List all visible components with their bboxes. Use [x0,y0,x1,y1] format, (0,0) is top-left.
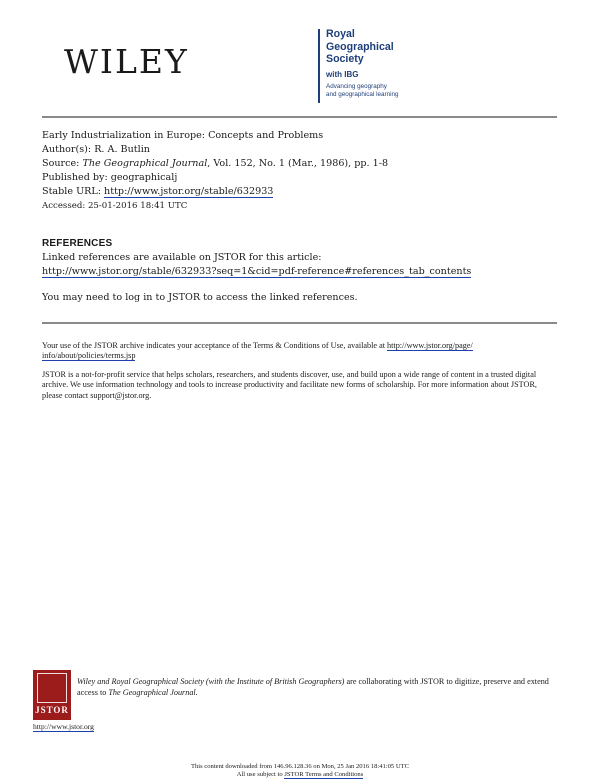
jstor-logo-text: JSTOR [35,705,69,715]
collaboration-statement [77,676,562,698]
article-title: Early Industrialization in Europe: Concepts and Problems [42,130,324,141]
collab-journal: The Geographical Journal. [108,688,198,697]
source-label: Source: [42,158,83,169]
article-stable-url [42,185,388,199]
terms-link[interactable]: http://www.jstor.org/page/ [387,341,473,350]
jstor-logo[interactable] [33,670,71,720]
use-terms-line [0,771,600,779]
rgs-logo-line: Geographical [326,40,394,53]
jstor-terms-link[interactable]: JSTOR Terms and Conditions [284,770,364,778]
references-intro: Linked references are available on JSTOR for this article: [42,252,322,263]
article-authors: Author(s): R. A. Butlin [42,144,150,155]
jstor-home-link[interactable]: http://www.jstor.org [33,722,94,731]
rgs-logo-bar [318,29,320,103]
article-accessed: Accessed: 25-01-2016 18:41 UTC [42,201,188,211]
references-divider [42,322,557,324]
rgs-tagline [326,83,398,98]
jstor-logo-emblem [37,673,67,703]
login-note: You may need to log in to JSTOR to access the linked references. [42,292,358,303]
download-footer [0,763,600,778]
journal-name: The Geographical Journal [82,158,208,169]
stable-url-label: Stable URL: [42,186,105,197]
collab-partners: Wiley and Royal Geographical Society (with the Institute of British Geographers) [77,677,345,686]
download-info: This content downloaded from 146.96.128.36 on Mon, 25 Jan 2016 18:41:05 UTC [190,763,410,770]
rgs-logo-line: Society [326,53,364,65]
references-section [42,237,471,279]
terms-paragraph [42,341,557,362]
jstor-about-paragraph: JSTOR is a not-for-profit service that helps scholars, researchers, and students discover, use, and build upon a wide range of content in a trusted digital archive. We use information technology and tools to increase productivity and facilitate new forms of scholarship. For more information about JSTOR, please contact support@jstor.org. [42,369,537,400]
article-publisher: Published by: geographicalj [42,172,178,183]
rgs-tagline-line: and geographical learning [326,90,399,98]
wiley-logo: WILEY [64,42,189,81]
terms-text: Your use of the JSTOR archive indicates your acceptance of the Terms & Conditions of Use, available at [42,341,388,350]
header-divider [42,116,557,118]
use-terms-prefix: All use subject to [236,770,285,778]
collab-text: are collaborating with JSTOR to digitize, preserve and extend access to [77,677,549,697]
terms-section [42,341,557,409]
rgs-logo [326,28,394,66]
references-heading: REFERENCES [42,238,113,249]
rgs-tagline-line: Advancing geography [326,83,387,90]
references-link[interactable]: http://www.jstor.org/stable/632933?seq=1&cid=pdf-reference#references_tab_contents [42,266,472,277]
terms-link-cont[interactable]: info/about/policies/terms.jsp [42,351,136,361]
stable-url-link[interactable]: http://www.jstor.org/stable/632933 [104,186,274,197]
rgs-logo-line: Royal [326,28,355,40]
source-details: , Vol. 152, No. 1 (Mar., 1986), pp. 1-8 [207,158,389,169]
rgs-ibg-label: with IBG [326,70,359,79]
article-metadata [42,129,388,213]
article-source [42,157,388,171]
